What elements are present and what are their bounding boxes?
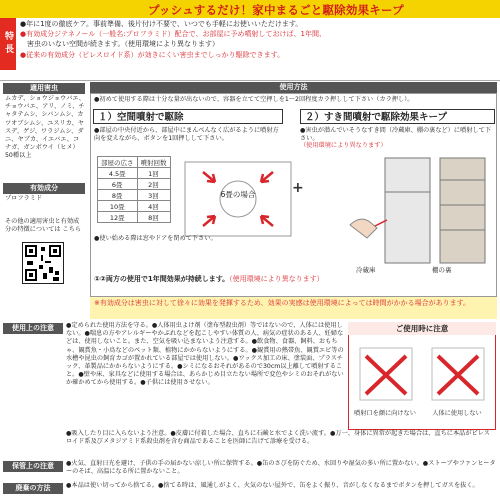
caution-label-1: 噴射口を顔に向けない xyxy=(354,410,416,417)
features-list xyxy=(20,19,495,60)
step1-title: １）空間噴射で駆除 xyxy=(93,109,283,124)
room-size-table xyxy=(97,156,171,223)
room-label: 6畳の場合 xyxy=(220,190,256,199)
qr-code-icon[interactable] xyxy=(22,242,64,284)
plus-icon: + xyxy=(292,180,304,196)
shelf-label: 棚の裏 xyxy=(432,266,452,274)
step2-title: ２）すき間噴射で駆除効果キープ xyxy=(300,109,495,124)
more-info-text: その他の適用害虫と有効成分の特徴については こちら xyxy=(5,218,82,234)
ingredient-head: 有効成分 xyxy=(3,183,85,194)
applicable-pests-text: ムカデ、ショウジョウバエ、チョウバエ、アリ、ノミ、チャタテムシ、シバンムシ、カツオブシムシ、ユスリカ、ヤスデ、ゲジ、ワラジムシ、ダニ、ヤブカ、イエバエ、コナガ、ガンボウイ（ヒメ）50種以上 xyxy=(5,95,85,160)
usage-note: ●使い始める際は窓やドアを閉めて下さい。 xyxy=(94,235,217,242)
table-row: 12畳 8回 xyxy=(98,212,171,223)
disposal-head: 廃棄の方法 xyxy=(3,483,63,494)
step2-text: ●害虫が潜んでいそうなすき間（冷蔵庫、棚の裏など）に噴射して下さい。 xyxy=(300,127,492,143)
storage-text: ●火気、直射日光を避け、子供の手の届かない涼しい所に保管する。●缶のさびを防ぐため、水回りや湿気の多い所に置かない。●ストーブやファンヒーターのそば、高温になる所に置かないこと。 xyxy=(66,460,496,476)
table-row: 10畳 4回 xyxy=(98,201,171,212)
storage-head: 保管上の注意 xyxy=(3,461,63,472)
precautions-bottom-text: ●吸入したり目に入らないよう注意。●皮膚に付着した場合、直ちに石鹸と水でよく洗い流す。●万一、身体に異常が起きた場合は、直ちに本品がピレスロイド系及びメタジアミド系殺虫剤を含む商品であることを医師に告げて診療を受ける。 xyxy=(66,430,490,446)
room-spray-diagram xyxy=(183,160,293,238)
table-header: 噴射回数 xyxy=(137,157,170,168)
table-header: 部屋の広さ xyxy=(98,157,138,168)
feature-line: ●従来の有効成分（ピレスロイド系）が効きにくい害虫までしっかり駆除できます。 xyxy=(20,50,285,59)
applicable-pests-head: 適用害虫 xyxy=(3,83,85,94)
ingredient-text: プロフラミド xyxy=(5,195,43,202)
divider xyxy=(0,80,500,81)
feature-line: ●年に1度の徹底ケア。事前準備、後片付け不要で、いつでも手軽にお使いいただけます。 xyxy=(20,20,303,28)
caution-title: ご使用時に注意 xyxy=(348,322,496,335)
combo-line xyxy=(94,274,494,284)
step1-text: ●部屋の中央付近から、部屋中にまんべんなく広がるように噴射方向を変えながら、ボタンを1回押しして下さい。 xyxy=(94,127,279,143)
precautions-head: 使用上の注意 xyxy=(3,323,63,334)
precautions-text: ●定められた使用方法を守る。●人体用虫よけ剤（塗布型殺虫剤）等ではないので、人体には使用しない。●喘息の方やアレルギーやかぶれなどを起こしやすい体質の人、病気の症状のある人、妊婦などは、使用しないこと。また、空気を吸い込まないよう注意する。●飲食物、食器、飼料、おもちゃ、観賞魚・小鳥などのペット類、植物にかからないようにする。●観賞用の熱帯魚、観賞エビ等の水槽や昆虫の飼育カゴが置かれている部屋では使用しない。●ワックス加工の床、塗装面、プラスチック、革製品にかからないようにする。●シミになるおそれがあるので30cm以上離して噴射すること。●壁や床、家具などに使用する場合は、あらかじめ目立たない場所で変色やシミのおそれがないか確かめてから使用する。●子供には使用させない。 xyxy=(66,322,344,387)
fridge-label: 冷蔵庫 xyxy=(356,266,376,274)
combo-text: ①②両方の使用で1年間効果が持続します。 xyxy=(94,275,230,283)
combo-note: （使用環境により異なります） xyxy=(229,275,324,283)
caution-label-2: 人体に使用しない xyxy=(432,410,482,417)
caution-illustration xyxy=(352,338,492,408)
feature-line: 害虫のいない空間が続きます。（使用環境により異なります） xyxy=(20,40,219,49)
table-row: 4.5畳 1回 xyxy=(98,168,171,179)
usage-head: 使用方法 xyxy=(90,82,497,93)
warning-band: ※有効成分は害虫に対して徐々に効果を発揮するため、効果の実感は使用環境によっては時間がかかる場合があります。 xyxy=(90,297,497,319)
step2-subnote: （使用環境により異なります） xyxy=(300,142,387,149)
disposal-text: ●本品は使い切ってから捨てる。●捨てる時は、風通しがよく、火気のない屋外で、缶をよく振り、音がしなくなるまでボタンを押してガスを抜く。 xyxy=(66,482,479,489)
table-row: 6畳 2回 xyxy=(98,179,171,190)
feature-line: ●有効成分ジテネノール（一般名:プロフラミド）配合で、お部屋に予め噴射しておけば、1年間、 xyxy=(20,30,326,39)
page-title: プッシュするだけ！家中まるごと駆除効果キープ xyxy=(148,3,404,17)
fridge-spray-illustration xyxy=(345,150,495,270)
table-row: 8畳 3回 xyxy=(98,190,171,201)
usage-intro: ●初めて使用する際は十分な量が出ないので、容器を立てて空押しを1〜2回程度カラ押しして下さい（カラ押し）。 xyxy=(94,96,414,103)
features-tab: 特長 xyxy=(0,18,16,70)
